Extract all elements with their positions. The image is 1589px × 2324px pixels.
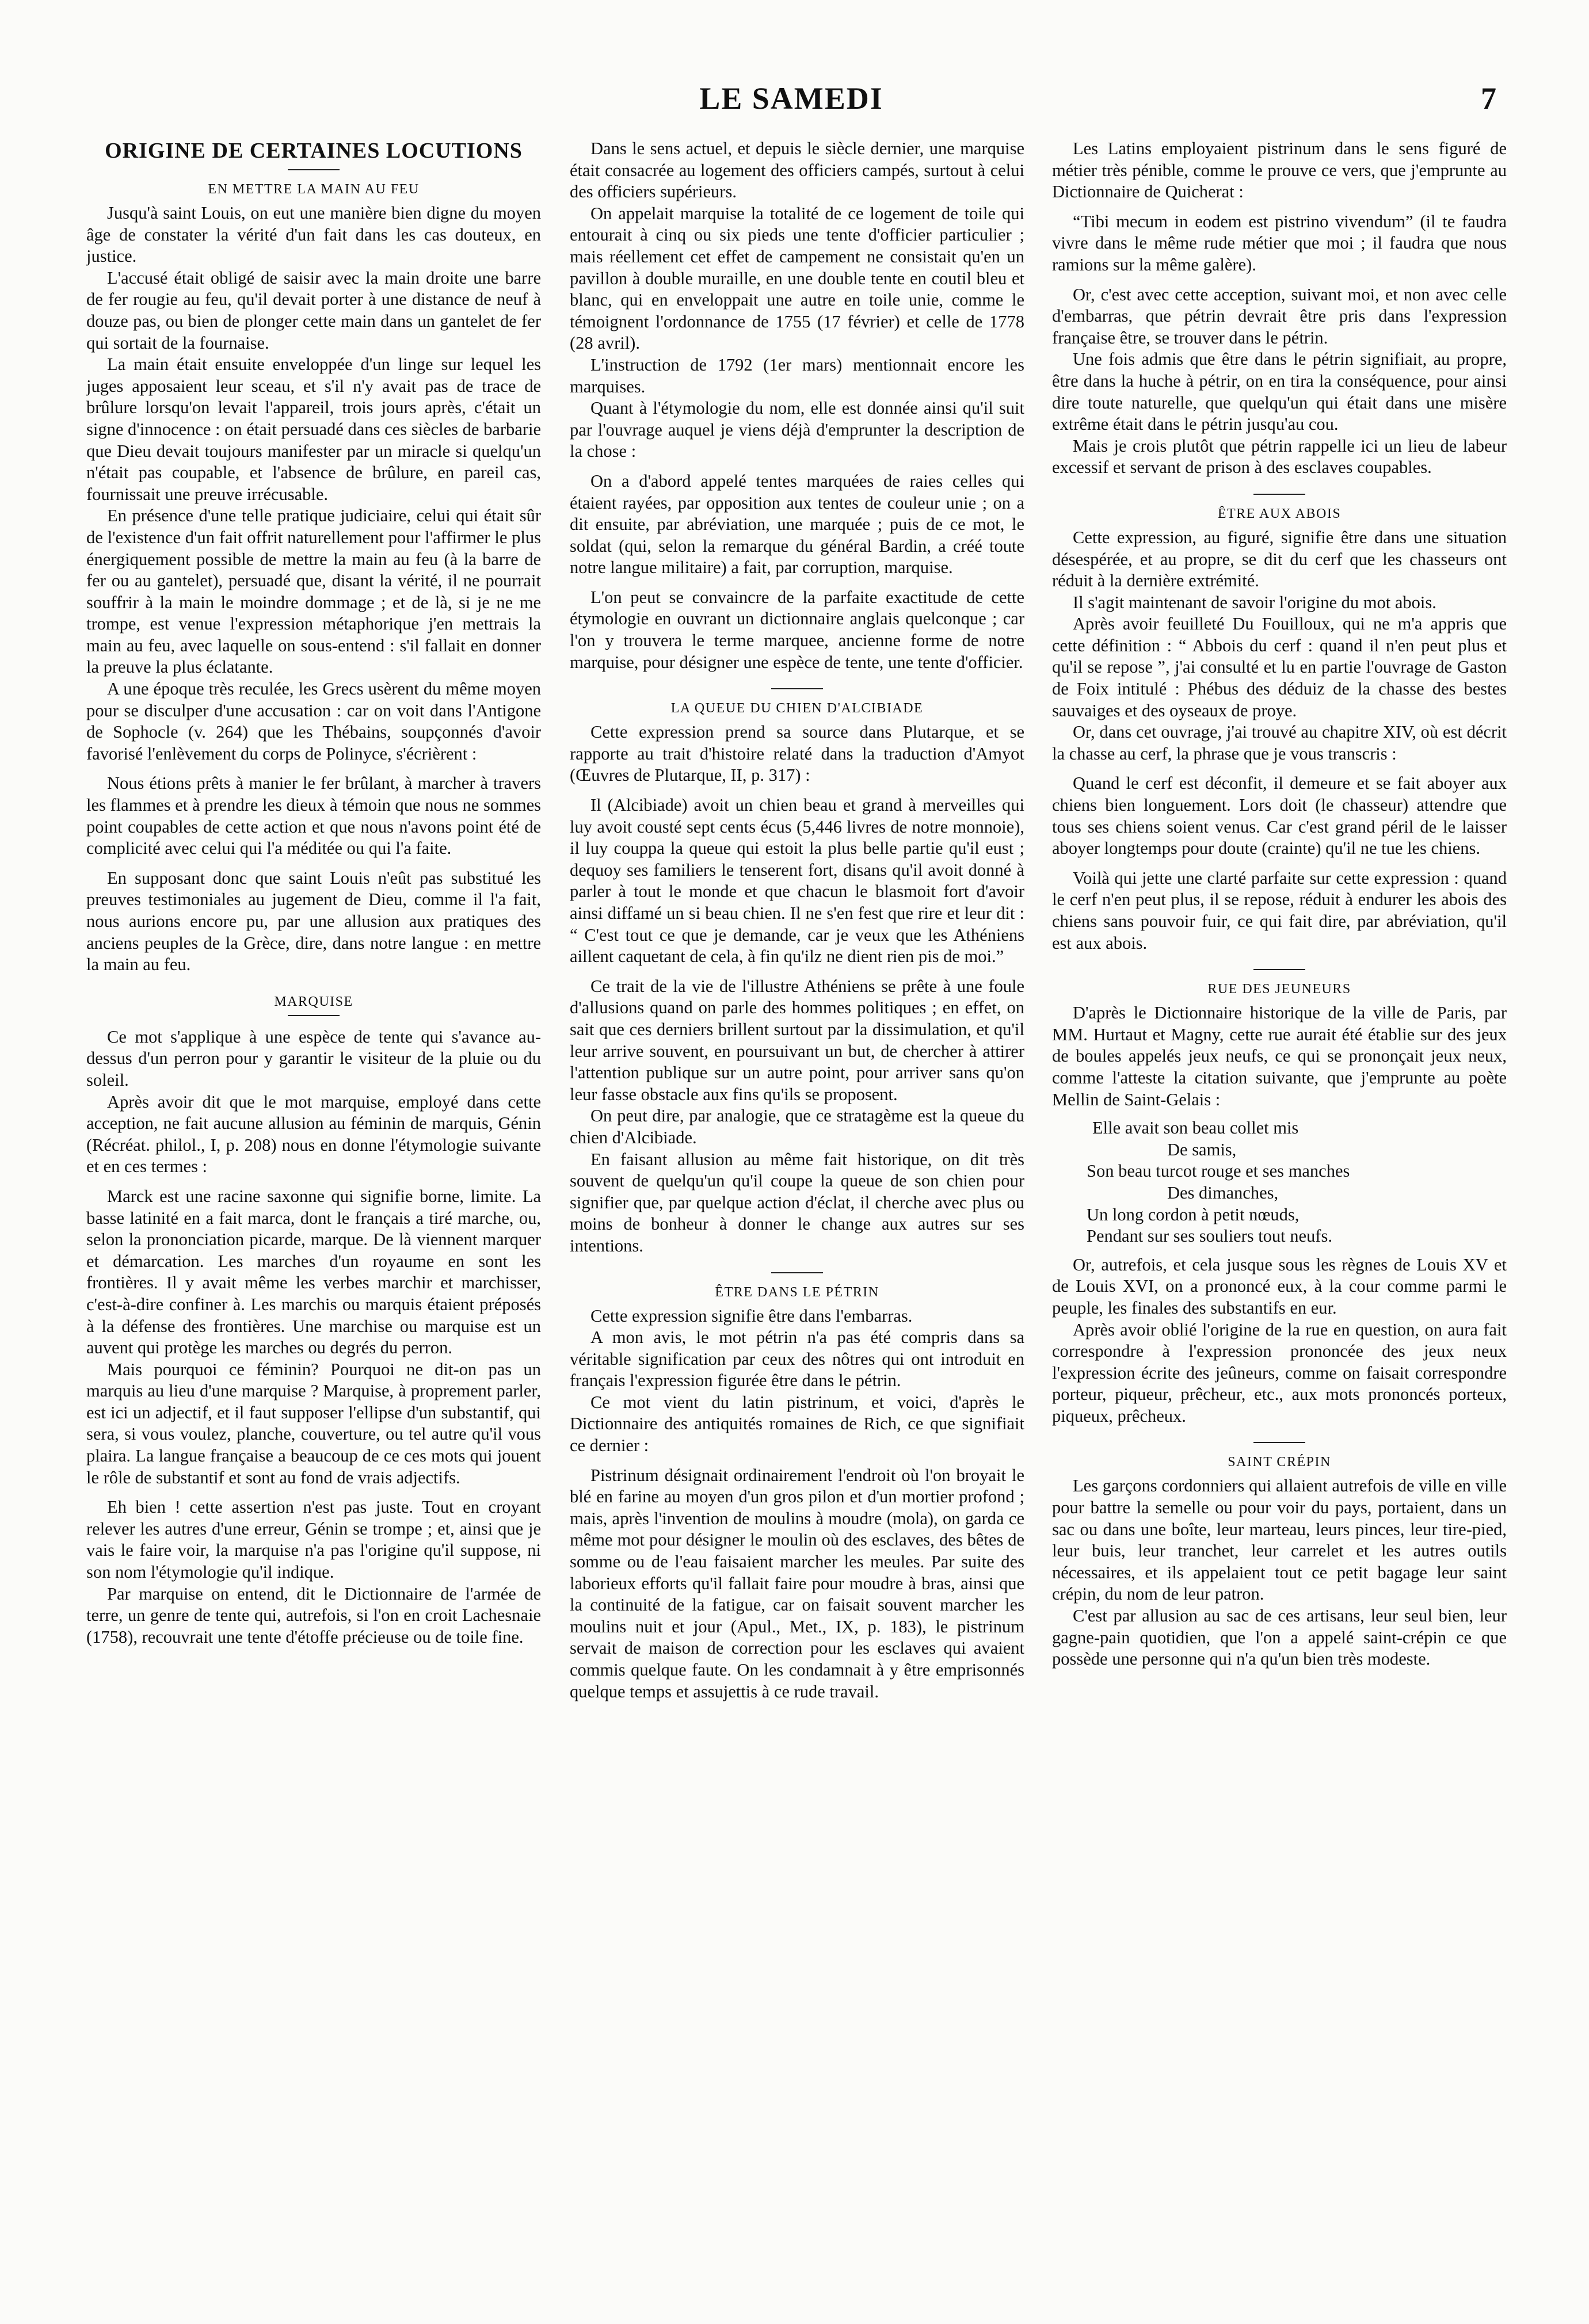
verse-line: Son beau turcot rouge et ses manches xyxy=(1087,1161,1350,1181)
paragraph: A une époque très reculée, les Grecs usèrent du même moyen pour se disculper d'une accusation : car on voit dans l'Antigone de Sophocle (v. 264) que les Thébains, soupçonnés d'avoir favorisé l'enlèvement du corps de Polinyce, s'écrièrent : xyxy=(86,679,541,764)
column-1 xyxy=(86,138,541,2302)
paragraph: La main était ensuite enveloppée d'un linge sur lequel les juges apposaient leur sceau, et s'il n'y avait pas de trace de brûlure lorsqu'on levait l'appareil, trois jours après, c'était un signe d'innocence : on était persuadé dans ces siècles de barbarie que Dieu devait toujours manifester par un miracle si quelqu'un n'était pas coupable, et l'absence de brûlure, en pareil cas, fournissait une preuve irrécusable. xyxy=(86,354,541,504)
paragraph: Après avoir dit que le mot marquise, employé dans cette acception, ne fait aucune allusion au féminin de marquis, Génin (Récréat. philol., I, p. 208) nous en donne l'étymologie suivante et en ces termes : xyxy=(86,1092,541,1177)
quotation xyxy=(1052,211,1507,276)
section-rule xyxy=(771,688,823,689)
quotation xyxy=(570,471,1024,579)
paragraph: Après avoir oblié l'origine de la rue en question, on aura fait correspondre à l'expression prononcée des jeux neux l'expression écrite des jeûneurs, comme on faisait correspondre porteur, piqueur, prêcheur, etc., aux mots prononcés porteux, piqueux, prêcheux. xyxy=(1052,1319,1507,1426)
verse-line: Des dimanches, xyxy=(1167,1182,1279,1203)
paragraph: Or, autrefois, et cela jusque sous les règnes de Louis XV et de Louis XVI, on a prononcé eux, à la cour comme parmi le peuple, les finales des substantifs en eur. xyxy=(1052,1254,1507,1318)
article-title: ORIGINE DE CERTAINES LOCUTIONS xyxy=(105,139,523,163)
section-rule xyxy=(1253,969,1305,970)
section-rule xyxy=(1253,494,1305,495)
section-title-abois: ÊTRE AUX ABOIS xyxy=(1217,506,1342,521)
paragraph: Eh bien ! cette assertion n'est pas juste. Tout en croyant relever les autres d'une erreur, Génin se trompe ; et, ainsi que je vais le faire voir, la marquise n'a pas l'origine qu'il suppose, ni son nom l'étymologie qu'il indique. xyxy=(86,1497,541,1582)
paragraph: Or, c'est avec cette acception, suivant moi, et non avec celle d'embarras, que pétrin devrait être pris dans l'expression française être, se trouver dans le pétrin. xyxy=(1052,284,1507,348)
quotation xyxy=(86,1186,541,1489)
verse-line: Elle avait son beau collet mis xyxy=(1092,1118,1299,1138)
paragraph: L'instruction de 1792 (1er mars) mentionnait encore les marquises. xyxy=(570,354,1024,396)
quote-text: Marck est une racine saxonne qui signifie borne, limite. La basse latinité en a fait marca, dont le français a tiré marche, ou, selon la prononciation picarde, marque. De là viennent marquer et démarcation. Les marches d'un royaume en sont les frontières. Il y avait même les verbes marchir et marchisser, c'est-à-dire confiner à. Les marchis ou marquis étaient préposés à la défense des frontières. Une marchise ou marquise est un auvent qui protège les marches ou degrés du perron. xyxy=(86,1186,541,1358)
section-rule xyxy=(288,1015,340,1016)
paragraph: Les Latins employaient pistrinum dans le sens figuré de métier très pénible, comme le prouve ce vers, que j'emprunte au Dictionnaire de Quicherat : xyxy=(1052,139,1507,202)
paragraph: Il s'agit maintenant de savoir l'origine du mot abois. xyxy=(1073,592,1436,612)
paragraph: Cette expression prend sa source dans Plutarque, et se rapporte au trait d'histoire relaté dans la traduction d'Amyot (Œuvres de Plutarque, II, p. 317) : xyxy=(570,722,1024,785)
paragraph: Ce mot s'applique à une espèce de tente qui s'avance au-dessus d'un perron pour y garantir le visiteur de la pluie ou du soleil. xyxy=(86,1026,541,1090)
section-rule xyxy=(771,1272,823,1273)
section-title-feu: EN METTRE LA MAIN AU FEU xyxy=(208,182,420,197)
quote-text: Quand le cerf est déconfit, il demeure et se fait aboyer aux chiens bien longuement. Lors doit (le chasseur) attendre que tous ses chiens soient venus. Car c'est grand péril de le laisser aboyer longtemps pour doute (crainte) qu'il ne tue les chiens. xyxy=(1052,773,1507,858)
quotation xyxy=(86,773,541,859)
column-3 xyxy=(1052,138,1507,2302)
page-header xyxy=(86,81,1496,132)
quotation xyxy=(570,795,1024,968)
publication-title: LE SAMEDI xyxy=(699,81,883,116)
quote-text: Pistrinum désignait ordinairement l'endroit où l'on broyait le blé en farine au moyen d'un gros pilon et d'un mortier profond ; mais, après l'invention de moulins à moudre (mola), on garda ce même mot pour désigner le moulin où des esclaves, des bêtes de somme ou de l'eau faisaient marcher les meules. Par suite des laborieux efforts qu'il fallait faire pour moudre à bras, ainsi que la continuité de la fatigue, car on faisait souvent marcher les moulins nuit et jour (Apul., Met., IX, p. 183), le pistrinum servait de maison de correction pour les esclaves qui avaient commis quelque faute. On les condamnait à y être emprisonnés quelque temps et assujettis à ce rude travail. xyxy=(570,1465,1024,1701)
quote-text: On a d'abord appelé tentes marquées de raies celles qui étaient rayées, par opposition aux tentes de couleur unie ; on a dit ensuite, par abréviation, une marquée ; puis de ce mot, le soldat (qui, selon la remarque du général Bardin, a créé toute notre langue militaire) a fait, par corruption, marquise. xyxy=(570,471,1024,578)
paragraph: L'on peut se convaincre de la parfaite exactitude de cette étymologie en ouvrant un dictionnaire anglais quelconque ; car l'on y trouvera le terme marquee, ancienne forme de notre marquise, pour désigner une espèce de tente, une tente d'officier. xyxy=(570,587,1024,672)
paragraph: Or, dans cet ouvrage, j'ai trouvé au chapitre XIV, où est décrit la chasse au cerf, la phrase que je vous transcris : xyxy=(1052,722,1507,764)
paragraph: A mon avis, le mot pétrin n'a pas été compris dans sa véritable signification par ceux des nôtres qui ont introduit en français l'expression figurée être dans le pétrin. xyxy=(570,1327,1024,1391)
section-title-petrin: ÊTRE DANS LE PÉTRIN xyxy=(715,1284,879,1300)
section-title-jeuneurs: RUE DES JEUNEURS xyxy=(1207,982,1351,997)
verse-block xyxy=(1052,1117,1507,1247)
paragraph: Une fois admis que être dans le pétrin signifiait, au propre, être dans la huche à pétrir, on en tira la conséquence, pour ainsi dire toute naturelle, que quelqu'un qui était dans une misère extrême était dans le pétrin jusqu'au cou. xyxy=(1052,349,1507,434)
section-title-marquise: MARQUISE xyxy=(274,994,353,1009)
paragraph: En faisant allusion au même fait historique, on dit très souvent de quelqu'un qu'il coupe la queue de son chien pour signifier que, par quelque action d'éclat, il cherche avec plus ou moins de bonheur à donner le change aux autres sur ses intentions. xyxy=(570,1149,1024,1256)
quote-text: Mais pourquoi ce féminin? Pourquoi ne dit-on pas un marquis au lieu d'une marquise ? Marquise, à proprement parler, est ici un adjectif, et il faut supposer l'ellipse d'un substantif, qui sera, si vous voulez, planche, couverture, ou tel autre qu'il vous plaira. La langue française a beaucoup de ce ces mots qui jouent le rôle de substantif et sont au fond de vrais adjectifs. xyxy=(86,1359,541,1487)
paragraph: Quant à l'étymologie du nom, elle est donnée ainsi qu'il suit par l'ouvrage auquel je viens déjà d'emprunter la description de la chose : xyxy=(570,398,1024,461)
paragraph: D'après le Dictionnaire historique de la ville de Paris, par MM. Hurtaut et Magny, cette rue aurait été établie sur des jeux de boules appelés jeux neufs, ce qui se prononçait jeux neux, comme l'atteste la citation suivante, que j'emprunte au poète Mellin de Saint-Gelais : xyxy=(1052,1003,1507,1109)
quotation xyxy=(570,1465,1024,1703)
quotation xyxy=(1052,773,1507,859)
verse-line: De samis, xyxy=(1167,1139,1237,1159)
paragraph: Ce mot vient du latin pistrinum, et voici, d'après le Dictionnaire des antiquités romaines de Rich, ce que signifiait ce dernier : xyxy=(570,1392,1024,1456)
page-number: 7 xyxy=(1481,81,1496,116)
section-rule xyxy=(1253,1442,1305,1443)
paragraph: Cette expression signifie être dans l'embarras. xyxy=(590,1306,913,1326)
column-2 xyxy=(570,138,1024,2302)
paragraph: Ce trait de la vie de l'illustre Athéniens se prête à une foule d'allusions quand on parle des hommes politiques ; en effet, on sait que ces derniers brillent surtout par la dissimulation, et qu'il leur arrive souvent, en poursuivant un but, de chercher à attirer l'attention publique sur un autre point, pour arriver sans qu'on leur fasse obstacle aux fins qu'ils se proposent. xyxy=(570,976,1024,1104)
paragraph: En présence d'une telle pratique judiciaire, celui qui était sûr de l'existence d'un fait offrit naturellement pour l'affirmer le plus énergiquement possible de mettre la main au feu (à la barre de fer ou au gantelet), persuadé que, disant la vérité, il ne pourrait souffrir à la main le moindre dommage ; et de là, si je ne me trompe, est venue l'expression métaphorique j'en mettrais la main au feu, avec laquelle on sous-entend : s'il fallait en donner la preuve la plus éclatante. xyxy=(86,506,541,677)
title-rule xyxy=(288,169,340,170)
quote-text: Il (Alcibiade) avoit un chien beau et grand à merveilles qui luy avoit cousté sept cents écus (5,446 livres de notre monnoie), il luy couppa la queue qui estoit la plus belle partie qu'il eust ; dequoy ses familiers le tenserent fort, disans qu'il avoit donné à parler à tout le monde et que chacun le blasmoit fort d'avoir ainsi diffamé un si beau chien. Il ne s'en fest que rire et leur dit : “ C'est tout ce que je demande, car je veux que les Athéniens aillent caquetant de cela, à fin qu'ilz ne dient rien pis de moi.” xyxy=(570,795,1024,967)
paragraph: Les garçons cordonniers qui allaient autrefois de ville en ville pour battre la semelle ou pour voir du pays, portaient, dans un sac ou dans une boîte, leur marteau, leurs pinces, leur tire-pied, leur buis, leur tranchet, leur carrelet et les autres outils nécessaires, et ils appelaient tout ce petit bagage leur saint crépin, du nom de leur patron. xyxy=(1052,1476,1507,1604)
paragraph: C'est par allusion au sac de ces artisans, leur seul bien, leur gagne-pain quotidien, que l'on a appelé saint-crépin ce que possède une personne qui n'a qu'un bien très modeste. xyxy=(1052,1606,1507,1669)
paragraph: Dans le sens actuel, et depuis le siècle dernier, une marquise était consacrée au logement des officiers campés, surtout à celui des officiers supérieurs. xyxy=(570,139,1024,202)
verse-line: Pendant sur ses souliers tout neufs. xyxy=(1087,1226,1332,1246)
paragraph: L'accusé était obligé de saisir avec la main droite une barre de fer rougie au feu, qu'il devait porter à une distance de neuf à douze pas, ou bien de plonger cette main dans un gantelet de fer qui sortait de la fournaise. xyxy=(86,268,541,353)
paragraph: On appelait marquise la totalité de ce logement de toile qui entourait à cinq ou six pieds une tente d'officier particulier ; mais réellement cet effet de campement ne consistait qu'en un pavillon à double muraille, en une double tente en coutil bleu et blanc, qui en enveloppait une autre en toile unie, comme le témoignent l'ordonnance de 1755 (17 février) et celle de 1778 (28 avril). xyxy=(570,203,1024,353)
verse-line: Un long cordon à petit nœuds, xyxy=(1087,1204,1300,1224)
quote-text: “Tibi mecum in eodem est pistrino vivendum” (il te faudra vivre dans le même rude métier que moi ; il faudra que nous ramions sur la même galère). xyxy=(1052,211,1507,274)
paragraph: Voilà qui jette une clarté parfaite sur cette expression : quand le cerf n'en peut plus, il se repose, réduit à endurer les abois des chiens sans pouvoir fuir, ce qui fait dire, par abréviation, qu'il est aux abois. xyxy=(1052,868,1507,953)
paragraph: Après avoir feuilleté Du Fouilloux, qui ne m'a appris que cette définition : “ Abbois du cerf : quand il n'en peut plus et qu'il se repose ”, j'ai consulté et lu en partie l'ouvrage de Gaston de Foix intitulé : Phébus des déduiz de la chasse des bestes sauvaiges et des oyseaux de proye. xyxy=(1052,614,1507,720)
paragraph: Par marquise on entend, dit le Dictionnaire de l'armée de terre, un genre de tente qui, autrefois, si l'on en croit Lachesnaie (1758), recouvrait une tente d'étoffe précieuse ou de toile fine. xyxy=(86,1583,541,1647)
section-title-crepin: SAINT CRÉPIN xyxy=(1228,1455,1331,1470)
paragraph: En supposant donc que saint Louis n'eût pas substitué les preuves testimoniales au jugement de Dieu, comme il l'a fait, nous aurions encore pu, par une allusion aux pratiques des anciens peuples de la Grèce, dire, dans notre langue : en mettre la main au feu. xyxy=(86,868,541,975)
paragraph: Cette expression, au figuré, signifie être dans une situation désespérée, et au propre, se dit du cerf que les chasseurs ont réduit à la dernière extrémité. xyxy=(1052,527,1507,591)
paragraph: On peut dire, par analogie, que ce stratagème est la queue du chien d'Alcibiade. xyxy=(570,1106,1024,1147)
section-title-chien: LA QUEUE DU CHIEN D'ALCIBIADE xyxy=(670,701,924,716)
paragraph: Jusqu'à saint Louis, on eut une manière bien digne du moyen âge de constater la vérité d'un fait dans les cas douteux, en justice. xyxy=(86,203,541,266)
paragraph: Mais je crois plutôt que pétrin rappelle ici un lieu de labeur excessif et servant de prison à des esclaves coupables. xyxy=(1052,436,1507,478)
quote-text: Nous étions prêts à manier le fer brûlant, à marcher à travers les flammes et à prendre les dieux à témoin que nous ne sommes point coupables de cette action et que nous n'avons point été de complicité avec celui qui l'a méditée ou qui l'a faite. xyxy=(86,773,541,858)
